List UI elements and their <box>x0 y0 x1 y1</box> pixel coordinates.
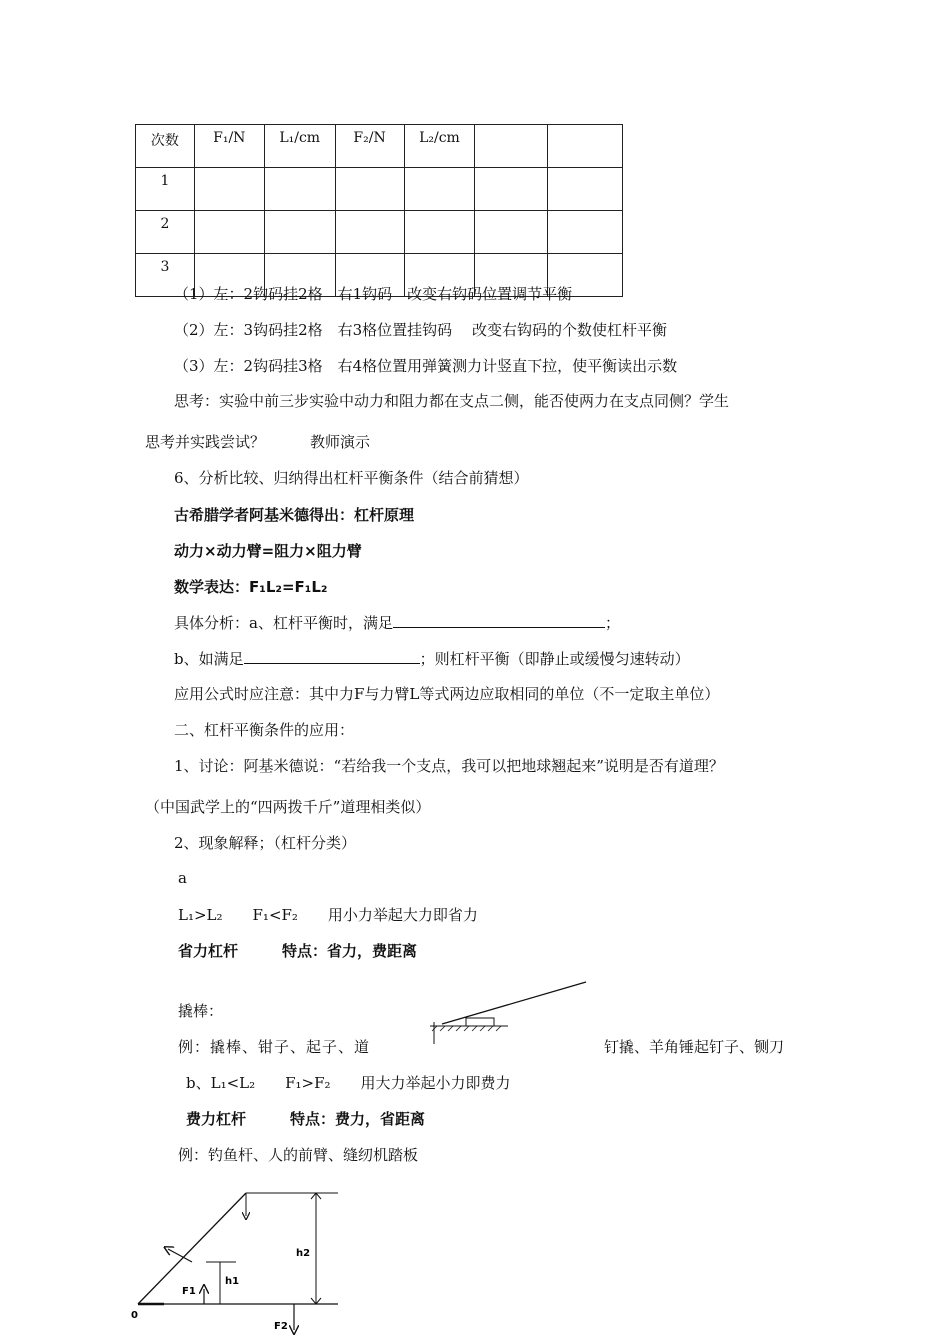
step-1: （1）左：2钩码挂2格 右1钩码 改变右钩码位置调节平衡 <box>174 285 573 303</box>
h1-label: h1 <box>225 1276 240 1287</box>
analysis-a-blank <box>393 613 605 628</box>
crowbar-label: 撬棒： <box>178 1002 224 1020</box>
table-cell <box>335 168 404 211</box>
table-cell <box>404 211 475 254</box>
table-cell: 2 <box>136 211 195 254</box>
table-header-cell: F₁/N <box>194 125 264 168</box>
force-saving-feature: 特点：省力，费距离 <box>282 942 418 960</box>
case-b-relation: b、L₁<L₂ F₁>F₂ 用大力举起小力即费力 <box>186 1074 511 1092</box>
math-label: 数学表达： <box>174 578 250 596</box>
force-costing-lever <box>186 1108 425 1129</box>
table-cell <box>475 211 548 254</box>
load-block <box>466 1018 494 1026</box>
table-cell <box>475 168 548 211</box>
table-row <box>136 168 623 211</box>
math-formula: F₁L₂=F₁L₂ <box>249 578 328 596</box>
ground-hatching <box>432 1026 501 1031</box>
force-saving-lever <box>178 940 417 961</box>
analysis-a <box>174 612 620 633</box>
table-header-row <box>136 125 623 168</box>
f1-label: F1 <box>182 1286 196 1297</box>
table-cell <box>548 168 623 211</box>
table-header-cell: L₁/cm <box>264 125 335 168</box>
table-cell <box>194 211 264 254</box>
discussion-line-2: （中国武学上的“四两拨千斤”道理相类似） <box>145 798 431 816</box>
crowbar-lever-diagram <box>420 976 600 1046</box>
math-expression <box>174 576 327 597</box>
lever-bar <box>442 982 586 1024</box>
h2-label: h2 <box>296 1248 311 1259</box>
table-header-cell: L₂/cm <box>404 125 475 168</box>
table-cell <box>194 168 264 211</box>
analysis-b-suffix: ；则杠杆平衡（即静止或缓慢匀速转动） <box>419 650 690 668</box>
lever-arm-diagram <box>128 1186 348 1336</box>
table-header-cell: 次数 <box>136 125 195 168</box>
table-row <box>136 211 623 254</box>
formula-note: 应用公式时应注意：其中力F与力臂L等式两边应取相同的单位（不一定取主单位） <box>174 685 720 703</box>
analysis-b-blank <box>244 649 420 664</box>
force-saving-title: 省力杠杆 <box>178 942 239 960</box>
table-header-cell <box>548 125 623 168</box>
table-cell <box>335 211 404 254</box>
table-cell <box>548 211 623 254</box>
origin-label: 0 <box>131 1310 138 1321</box>
force-costing-feature: 特点：费力，省距离 <box>290 1110 426 1128</box>
step-3: （3）左：2钩码挂3格 右4格位置用弹簧测力计竖直下拉，使平衡读出示数 <box>174 357 678 375</box>
table-cell: 1 <box>136 168 195 211</box>
case-a-relation: L₁>L₂ F₁<F₂ 用小力举起大力即省力 <box>178 906 478 924</box>
example-1-left: 例：撬棒、钳子、起子、道 <box>178 1038 371 1056</box>
analysis-a-suffix: ； <box>604 614 620 632</box>
phenomenon-heading: 2、现象解释；（杠杆分类） <box>174 834 357 852</box>
section-2-heading: 二、杠杆平衡条件的应用： <box>174 721 355 739</box>
analysis-b-prefix: b、如满足 <box>174 650 244 668</box>
discussion-line-1: 1、讨论：阿基米德说：“若给我一个支点，我可以把地球翘起来”说明是否有道理？ <box>174 757 724 775</box>
think-line-1: 思考：实验中前三步实验中动力和阻力都在支点二侧，能否使两力在支点同侧？学生 <box>174 392 730 410</box>
example-2: 例：钓鱼杆、人的前臂、缝纫机踏板 <box>178 1146 419 1164</box>
force-costing-title: 费力杠杆 <box>186 1110 247 1128</box>
think-line-2: 思考并实践尝试？ 教师演示 <box>145 433 371 451</box>
archimedes-line: 古希腊学者阿基米德得出：杠杆原理 <box>174 506 415 524</box>
analysis-a-prefix: 具体分析：a、杠杆平衡时，满足 <box>174 614 393 632</box>
experiment-table <box>135 124 623 297</box>
case-a-label: a <box>178 869 187 887</box>
table-header-cell <box>475 125 548 168</box>
example-1-right: 钉撬、羊角锤起钉子、铡刀 <box>604 1038 785 1056</box>
principle-line: 动力×动力臂=阻力×阻力臂 <box>174 542 362 560</box>
table-cell <box>264 211 335 254</box>
f2-label: F2 <box>274 1321 288 1332</box>
table-cell <box>264 168 335 211</box>
table-header-cell: F₂/N <box>335 125 404 168</box>
table-cell <box>404 168 475 211</box>
analysis-b <box>174 648 690 669</box>
table-cell: 3 <box>136 254 195 297</box>
section-6-heading: 6、分析比较、归纳得出杠杆平衡条件（结合前猜想） <box>174 469 529 487</box>
step-2: （2）左：3钩码挂2格 右3格位置挂钩码 改变右钩码的个数使杠杆平衡 <box>174 321 667 339</box>
